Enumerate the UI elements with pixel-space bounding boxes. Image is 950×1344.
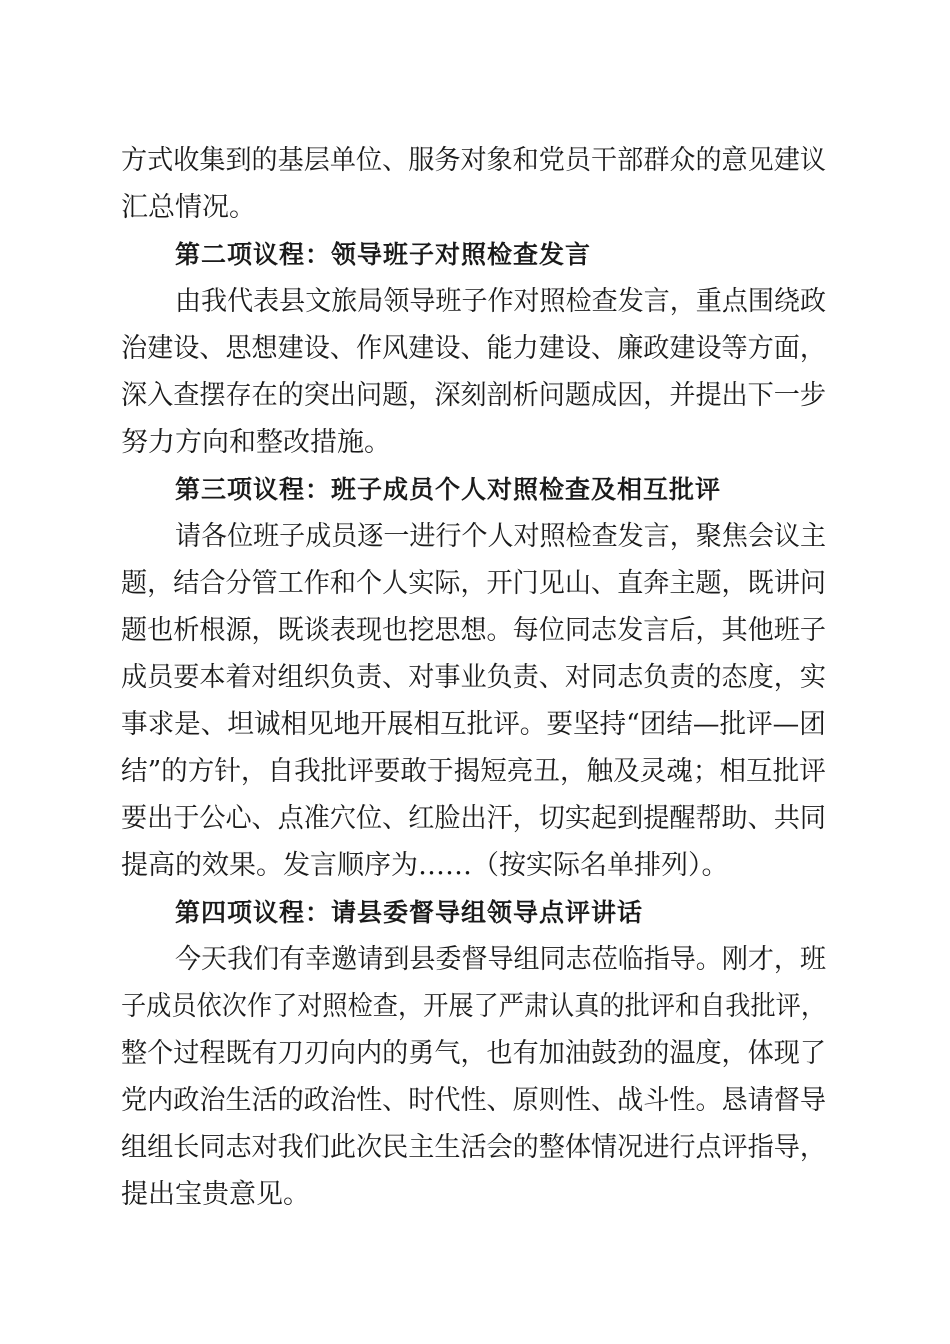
paragraph-line: 党内政治生活的政治性、时代性、原则性、战斗性。恳请督导 <box>121 1085 826 1116</box>
paragraph-line: 成员要本着对组织负责、对事业负责、对同志负责的态度，实 <box>121 662 826 693</box>
paragraph-line: 整个过程既有刀刃向内的勇气，也有加油鼓劲的温度，体现了 <box>121 1038 826 1069</box>
paragraph-line: 请各位班子成员逐一进行个人对照检查发言，聚焦会议主 <box>175 521 826 552</box>
paragraph-line: 今天我们有幸邀请到县委督导组同志莅临指导。刚才，班 <box>175 944 826 975</box>
paragraph-line: 汇总情况。 <box>121 192 256 223</box>
paragraph-line: 题也析根源，既谈表现也挖思想。每位同志发言后，其他班子 <box>121 615 826 646</box>
paragraph-line: 组组长同志对我们此次民主生活会的整体情况进行点评指导， <box>121 1132 826 1163</box>
paragraph-line: 要出于公心、点准穴位、红脸出汗，切实起到提醒帮助、共同 <box>121 803 826 834</box>
paragraph-line: 结”的方针，自我批评要敢于揭短亮丑，触及灵魂；相互批评 <box>121 756 826 787</box>
paragraph-line: 方式收集到的基层单位、服务对象和党员干部群众的意见建议 <box>121 145 826 176</box>
paragraph-line: 深入查摆存在的突出问题，深刻剖析问题成因，并提出下一步 <box>121 380 826 411</box>
paragraph-line: 治建设、思想建设、作风建设、能力建设、廉政建设等方面， <box>121 333 826 364</box>
paragraph-line: 事求是、坦诚相见地开展相互批评。要坚持“团结—批评—团 <box>121 709 826 740</box>
agenda-item-2-heading: 第二项议程：领导班子对照检查发言 <box>175 240 592 269</box>
paragraph-line: 子成员依次作了对照检查，开展了严肃认真的批评和自我批评， <box>121 991 826 1022</box>
paragraph-line: 题，结合分管工作和个人实际，开门见山、直奔主题，既讲问 <box>121 568 826 599</box>
agenda-item-4-heading: 第四项议程：请县委督导组领导点评讲话 <box>175 898 644 927</box>
paragraph-line: 由我代表县文旅局领导班子作对照检查发言，重点围绕政 <box>175 286 826 317</box>
paragraph-line: 提出宝贵意见。 <box>121 1179 310 1210</box>
paragraph-line: 努力方向和整改措施。 <box>121 427 391 458</box>
paragraph-line: 提高的效果。发言顺序为……（按实际名单排列）。 <box>121 850 729 881</box>
agenda-item-3-heading: 第三项议程：班子成员个人对照检查及相互批评 <box>175 475 722 504</box>
